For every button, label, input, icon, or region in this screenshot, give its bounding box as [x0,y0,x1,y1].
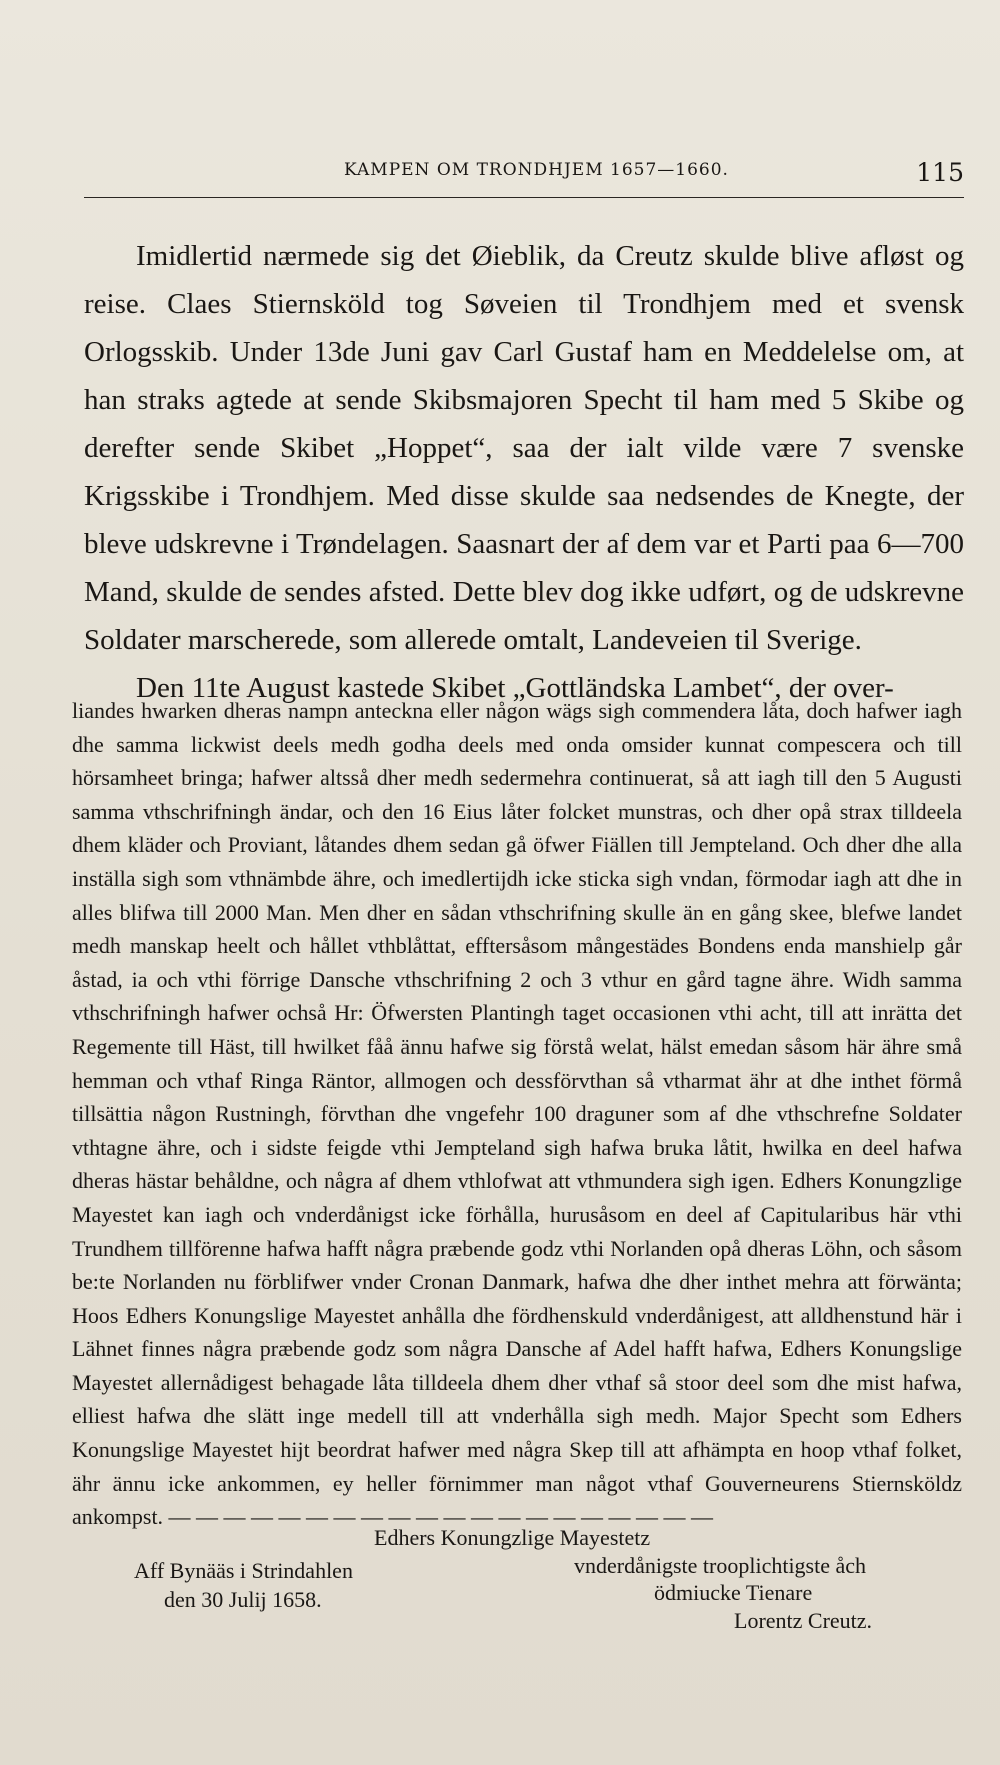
signer-name: Lorentz Creutz. [734,1608,873,1633]
header-rule [84,197,964,198]
paragraph: Imidlertid nærmede sig det Øieblik, da Creutz skulde blive afløst og reise. Claes Stiernsköld tog Søveien til Trondhjem med et svensk Orlogsskib. Under 13de Juni gav Carl Gustaf ham en Meddelelse om, at han straks agtede at sende Skibsmajoren Specht til ham med 5 Skibe og derefter sende Skibet „Hoppet“, saa der ialt vilde være 7 svenske Krigsskibe i Trondhjem. Med disse skulde saa nedsendes de Knegte, der bleve udskrevne i Trøndelagen. Saasnart der af dem var et Parti paa 6—700 Mand, skulde de sendes afsted. Dette blev dog ikke udført, og de udskrevne Soldater marscherede, som allerede omtalt, Landeveien til Sverige. [84,240,964,656]
closing-line: ödmiucke Tienare [654,1580,813,1605]
closing-line: vnderdånigste trooplichtigste åch [574,1553,867,1578]
quoted-letter [72,694,962,1534]
place-line: Aff Bynääs i Strindahlen [134,1558,353,1583]
main-text [84,232,964,712]
page-number: 115 [916,158,964,187]
salutation-line: Edhers Konungzlige Mayestetz [374,1525,651,1550]
running-title: KAMPEN OM TRONDHJEM 1657—1660. [344,160,729,180]
letter-signature [72,1515,962,1635]
date-line: den 30 Julij 1658. [164,1587,322,1612]
running-head [84,158,964,194]
paragraph: Den 11te August kastede Skibet „Gottländska Lambet“, der over- [136,672,894,704]
quoted-letter-text: liandes hwarken dheras nampn anteckna eller någon wägs sigh commendera låta, doch hafwer iagh dhe samma lickwist deels medh godha deels med onda omsider kunnat compescera och till hörsamheet bringa; hafwer altsså dher medh sedermehra continuerat, så att iagh till den 5 Augusti samma vthschrifningh ändar, och den 16 Eius låter folcket munstras, och dher opå strax tilldeela dhem kläder och Proviant, låtandes dhem sedan gå öfwer Fiällen till Jempteland. Och dher dhe alla inställa sigh som vthnämbde ähre, och imedlertijdh icke sticka sigh vndan, förmodar iagh att dhe in alles blifwa till 2000 Man. Men dher en sådan vthschrifning skulle än en gång skee, blefwe landet medh manskap heelt och hållet vthblåttat, efftersåsom mångestädes Bondens enda manshielp går åstad, ia och vthi förrige Dansche vthschrifning 2 och 3 vthur en gård tagne ähre. Widh samma vthschrifningh hafwer ochså Hr: Öfwersten Plantingh taget occasionen vthi acht, till att inrätta det Regemente till Häst, till hwilket fåå ännu hafwe sig förstå welat, hälst emedan såsom här ähre små hemman och vthaf Ringa Räntor, allmogen och dessförvthan så vtharmat ähr at dhe inthet förmå tillsättia någon Rustningh, förvthan dhe vngefehr 100 draguner som af dhe vthschrefne Soldater vthtagne ähre, och i sidste feigde vthi Jempteland sigh hafwa bruka låtit, hwilka en deel hafwa dheras hästar behåldne, och några af dhem vthlofwat att vthmundera sigh igen. Edhers Konungzlige Mayestet kan iagh och vnderdånigst icke förhålla, hurusåsom en deel af Capitularibus här vthi Trundhem tillförenne hafwa hafft några præbende godz vthi Norlanden opå dheras Löhn, och såsom be:te Norlanden nu förblifwer vnder Cronan Danmark, hafwa dhe dher inthet mehra att förwänta; Hoos Edhers Konungslige Mayestet anhålla dhe fördhenskuld vnderdånigest, att alldhenstund här i Lähnet finnes några præbende godz som några Dansche af Adel hafft hafwa, Edhers Konungslige Mayestet allernådigest behagade låta tilldeela dhem dher vthaf så stoor deel som dhe mist hafwa, elliest hafwa dhe slätt inge medell till att vnderhålla sigh medh. Major Specht som Edhers Konungslige Mayestet hijt beordrat hafwer med några Skep till att afhämpta en hoop vthaf folket, ähr ännu icke ankommen, ey heller förnimmer man något vthaf Gouverneurens Stiernsköldz ankompst. — — — — — — — — — — — — — — — — — — — — [72,698,962,1530]
